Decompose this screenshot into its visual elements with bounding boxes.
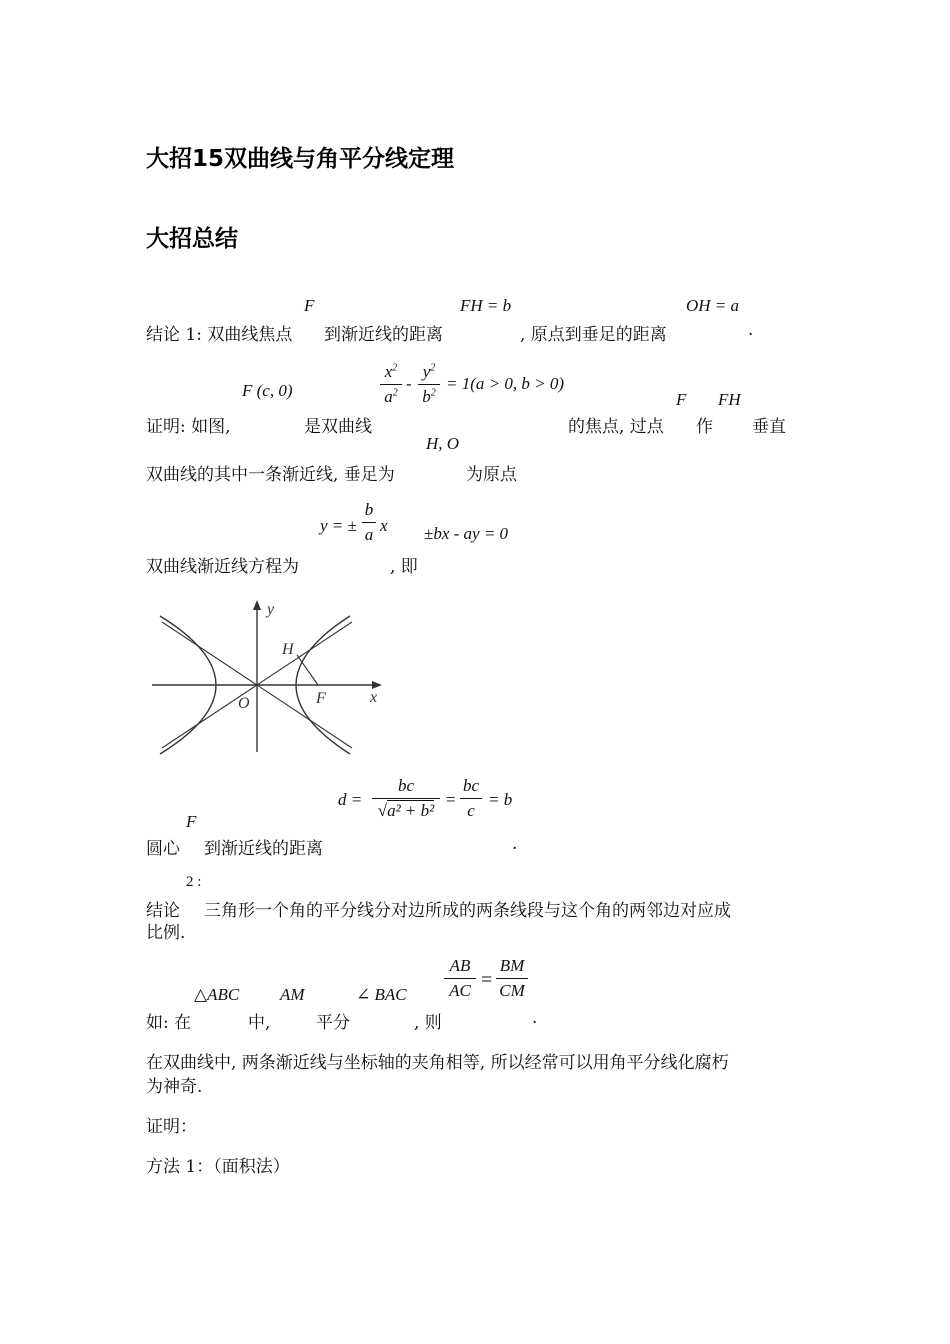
math-eq-b: = b	[488, 790, 513, 809]
frac-x: x	[384, 362, 393, 381]
math-asym-general: ±bx - ay = 0	[424, 524, 509, 543]
proof1-line3: 双曲线渐近线方程为	[146, 557, 299, 577]
frac-AB: AB	[449, 956, 471, 975]
conclusion2-label: 结论	[146, 901, 180, 921]
math-d: d =	[338, 790, 363, 809]
proof1-line3-end: , 即	[390, 557, 418, 577]
proof1-line1-mid2: 的焦点, 过点	[568, 417, 664, 437]
proof1-line1-end: 垂直	[752, 417, 786, 437]
hyperbola-figure	[150, 594, 390, 758]
math-H-O: H, O	[426, 434, 460, 453]
math-eq: =	[446, 790, 456, 809]
frac-y: y	[422, 362, 431, 381]
conclusion1-mid1: 到渐近线的距离	[324, 325, 443, 345]
math-angle-BAC: ∠ BAC	[356, 985, 407, 1004]
proof1-line1-mid: 是双曲线	[304, 417, 372, 437]
frac-c: c	[467, 801, 475, 820]
frac-BM: BM	[499, 956, 525, 975]
section-heading: 大招总结	[146, 226, 238, 252]
distance-mid: 到渐近线的距离	[204, 839, 323, 859]
frac-CM: CM	[499, 981, 525, 1000]
conclusion1-mid2: , 原点到垂足的距离	[520, 325, 667, 345]
x-axis-arrow	[372, 681, 382, 689]
example-eq: =	[481, 969, 493, 991]
frac-x2-a2: $x^2$ $a^2$	[380, 362, 402, 407]
frac-AC: AC	[449, 981, 471, 1000]
math-triangle-ABC: △ABC	[194, 985, 240, 1004]
math-asym-x: x	[380, 516, 388, 535]
math-F-2: F	[676, 390, 687, 409]
para-asymptote-line2: 为神奇.	[146, 1077, 203, 1097]
example-ze: , 则	[414, 1013, 442, 1033]
math-FH: FH	[718, 390, 741, 409]
frac-b-over-a	[362, 500, 376, 545]
example-ping: 平分	[316, 1013, 350, 1033]
frac-bc-sqrt: bc √a² + b²	[372, 776, 440, 821]
frac-bc2: bc	[462, 776, 480, 795]
math-F-3: F	[186, 812, 197, 831]
para-asymptote-line1: 在双曲线中, 两条渐近线与坐标轴的夹角相等, 所以经常可以用角平分线化腐朽	[146, 1053, 729, 1073]
proof1-line1-prefix: 证明: 如图,	[146, 417, 231, 437]
label-O: O	[238, 695, 250, 712]
math-minus: -	[406, 374, 412, 393]
frac-b: b	[422, 387, 431, 406]
conclusion1-prefix: 结论 1: 双曲线焦点	[146, 325, 293, 345]
frac-a: a	[384, 387, 393, 406]
frac-y2-b2: $y^2$ $b^2$	[418, 362, 440, 407]
conclusion2-num: 2 :	[186, 874, 202, 890]
frac-bc-num: bc	[397, 776, 415, 795]
proof1-line1-zuo: 作	[696, 417, 713, 437]
page-title: 大招15双曲线与角平分线定理	[146, 146, 455, 172]
example-prefix: 如: 在	[146, 1013, 192, 1033]
proof1-line2: 双曲线的其中一条渐近线, 垂足为	[146, 465, 395, 485]
frac-BM-CM	[496, 956, 528, 1001]
frac-AB-AC	[444, 956, 476, 1001]
math-F-c-0: F (c, 0)	[242, 381, 293, 400]
label-x: x	[370, 689, 378, 706]
math-FH-eq-b: FH = b	[460, 296, 512, 315]
example-mid: 中,	[248, 1013, 271, 1033]
math-AM: AM	[280, 985, 305, 1004]
label-H: H	[282, 641, 294, 658]
conclusion2-text: 三角形一个角的平分线分对边所成的两条线段与这个角的两邻边对应成	[204, 901, 731, 921]
y-axis-arrow	[253, 600, 261, 610]
frac-den-a: a	[364, 525, 374, 544]
math-asym-lhs: y = ±	[320, 516, 357, 535]
segment-FH	[297, 655, 318, 685]
frac-sqrt-den: a² + b²	[387, 801, 435, 820]
frac-bc-c	[460, 776, 482, 821]
frac-num-b: b	[364, 500, 374, 519]
label-y: y	[267, 601, 275, 618]
conclusion2-text2: 比例.	[146, 923, 186, 943]
math-OH-eq-a: OH = a	[686, 296, 740, 315]
method1-label: 方法 1：（面积法）	[146, 1157, 290, 1177]
label-F: F	[316, 690, 326, 707]
distance-prefix: 圆心	[146, 839, 180, 859]
math-hyperbola-condition: = 1(a > 0, b > 0)	[446, 374, 564, 393]
distance-end: .	[512, 834, 518, 854]
math-F: F	[304, 296, 315, 315]
proof-label: 证明：	[146, 1117, 197, 1137]
proof1-line2-end: 为原点	[466, 465, 517, 485]
example-end: .	[532, 1008, 538, 1028]
conclusion1-end: .	[748, 320, 754, 340]
